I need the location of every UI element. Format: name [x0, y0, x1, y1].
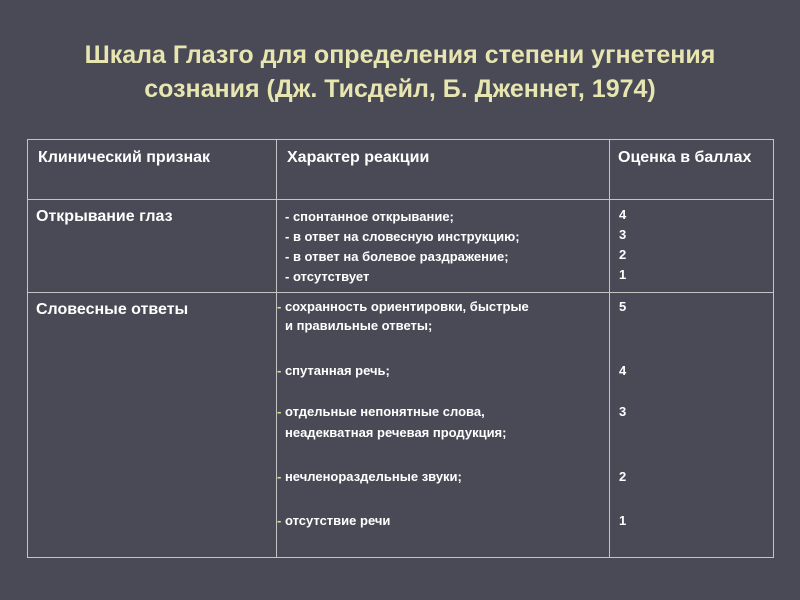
row-verbal-sign: Словесные ответы [28, 293, 277, 558]
header-response-label: Характер реакции [287, 149, 430, 166]
response-item: - спутанная речь; [277, 363, 390, 378]
response-item: - отдельные непонятные слова, [277, 404, 485, 419]
score-value: 1 [619, 513, 627, 528]
response-item: неадекватная речевая продукция; [285, 425, 507, 440]
table-header-row [28, 140, 774, 200]
row-verbal-responses [277, 293, 610, 558]
score-value: 2 [619, 247, 627, 262]
response-item: - в ответ на словесную инструкцию; [285, 229, 520, 244]
header-cell-response [277, 140, 610, 200]
response-item: и правильные ответы; [285, 318, 433, 333]
slide-title-line-1: Шкала Глазго для определения степени угнетения [84, 41, 716, 69]
response-item: - нечленораздельные звуки; [277, 469, 462, 484]
response-item: - отсутствует [285, 269, 370, 284]
response-item: - отсутствие речи [277, 513, 391, 528]
response-item: - сохранность ориентировки, быстрые [277, 299, 529, 314]
header-score-label: Оценка в баллах [618, 149, 752, 166]
glasgow-scale-table [27, 139, 774, 558]
score-value: 2 [619, 469, 627, 484]
table-row [28, 293, 774, 558]
table-row [28, 200, 774, 293]
row-eye-opening-sign: Открывание глаз [28, 200, 277, 293]
response-item: - спонтанное открывание; [285, 209, 454, 224]
row-verbal-scores [610, 293, 774, 558]
row-eye-opening-scores [610, 200, 774, 293]
slide-title [0, 38, 800, 106]
slide-title-line-2: сознания (Дж. Тисдейл, Б. Дженнет, 1974) [144, 75, 656, 103]
header-cell-sign [28, 140, 277, 200]
score-value: 4 [619, 207, 627, 222]
header-sign-label: Клинический признак [38, 149, 211, 166]
score-value: 1 [619, 267, 627, 282]
score-value: 3 [619, 227, 627, 242]
score-value: 3 [619, 404, 627, 419]
score-value: 4 [619, 363, 627, 378]
row-eye-opening-responses [277, 200, 610, 293]
score-value: 5 [619, 299, 627, 314]
response-item: - в ответ на болевое раздражение; [285, 249, 509, 264]
header-cell-score [610, 140, 774, 200]
